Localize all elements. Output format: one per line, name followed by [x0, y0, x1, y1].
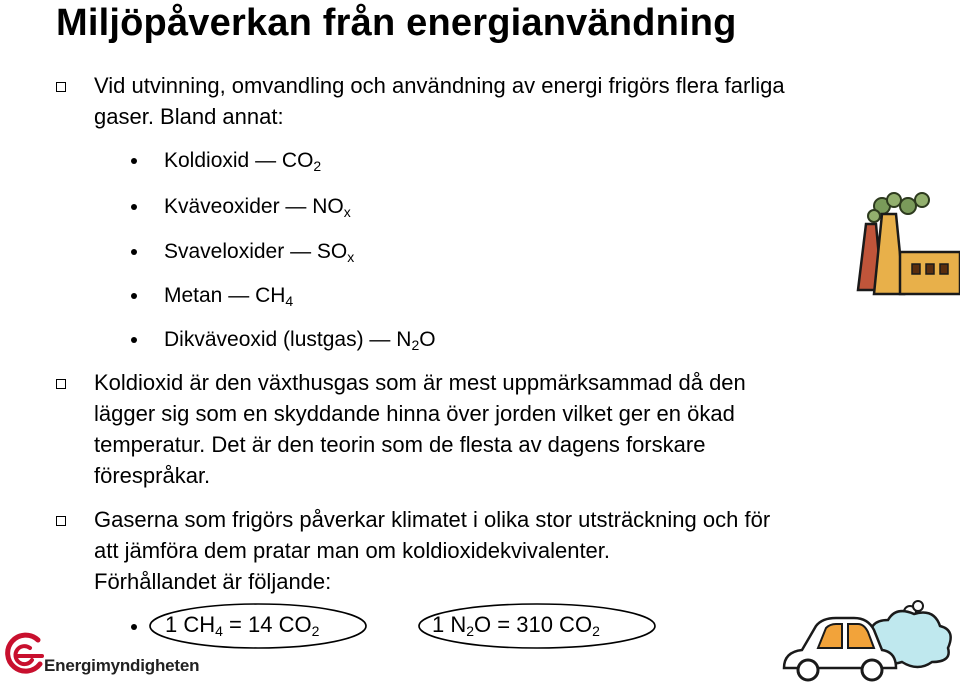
gas-item-koldioxid: [164, 148, 321, 179]
bullet3-line: Förhållandet är följande:: [94, 569, 332, 594]
gas-dash: —: [228, 284, 250, 307]
equation-ch4: 1 $CH_4 = 14$ $CO_2$: [165, 612, 320, 639]
gas-bullet-dot: [131, 337, 137, 343]
gas-formula-sub: x: [343, 204, 351, 220]
bullet1-line2: gaser. Bland annat:: [94, 104, 284, 129]
gas-bullet-dot: [131, 249, 137, 255]
gas-formula-sub: 2: [411, 337, 420, 353]
page-title: Miljöpåverkan från energianvändning: [56, 2, 737, 44]
gas-dash: —: [255, 149, 277, 172]
gas-name: Kväveoxider: [164, 195, 280, 218]
bullet1-text: [94, 70, 785, 132]
square-bullet-2: [56, 379, 66, 389]
gas-name: Koldioxid: [164, 149, 250, 172]
gas-item-dikvaveoxid: [164, 327, 436, 358]
bullet3-line: att jämföra dem pratar man om koldioxidekvivalenter.: [94, 538, 611, 563]
equation-bullet-dot: [131, 624, 137, 630]
bullet3-text: [94, 504, 770, 597]
gas-formula-sub: 2: [313, 158, 322, 174]
bullet2-line: Koldioxid är den växthusgas som är mest uppmärksammad då den: [94, 370, 746, 395]
gas-formula-sub: x: [347, 249, 355, 265]
gas-dash: —: [369, 328, 391, 351]
gas-bullet-dot: [131, 158, 137, 164]
gas-name: Dikväveoxid (lustgas): [164, 328, 364, 351]
factory-icon: [852, 190, 960, 300]
gas-formula: NO: [312, 195, 344, 218]
bullet2-line: temperatur. Det är den teorin som de flesta av dagens forskare: [94, 432, 706, 457]
gas-formula: CO: [281, 149, 314, 172]
car-pollution-icon: [778, 598, 958, 683]
gas-dash: —: [285, 195, 307, 218]
bullet2-text: [94, 367, 746, 491]
gas-item-metan: [164, 283, 293, 314]
gas-item-kvaveoxider: [164, 194, 351, 225]
gas-formula-sub: 4: [285, 293, 294, 309]
bullet3-line: Gaserna som frigörs påverkar klimatet i olika stor utsträckning och för: [94, 507, 771, 532]
gas-formula: N: [396, 328, 412, 351]
gas-dash: —: [290, 240, 312, 263]
logo-text: Energimyndigheten: [44, 656, 200, 675]
bullet2-line: förespråkar.: [94, 463, 211, 488]
gas-item-svaveloxider: [164, 239, 354, 270]
logo-swirl-icon: [2, 632, 46, 676]
gas-name: Svaveloxider: [164, 240, 285, 263]
gas-bullet-dot: [131, 204, 137, 210]
gas-formula-after: O: [419, 328, 436, 351]
bullet2-line: lägger sig som en skyddande hinna över jorden vilket ger en ökad: [94, 401, 735, 426]
square-bullet-3: [56, 516, 66, 526]
equation-n2o: 1 $N_2O = 310$ $CO_2$: [432, 612, 600, 639]
gas-name: Metan: [164, 284, 223, 307]
gas-bullet-dot: [131, 293, 137, 299]
square-bullet-1: [56, 82, 66, 92]
gas-formula: CH: [255, 284, 286, 307]
bullet1-line1: Vid utvinning, omvandling och användning av energi frigörs flera farliga: [94, 73, 785, 98]
gas-formula: SO: [316, 240, 348, 263]
